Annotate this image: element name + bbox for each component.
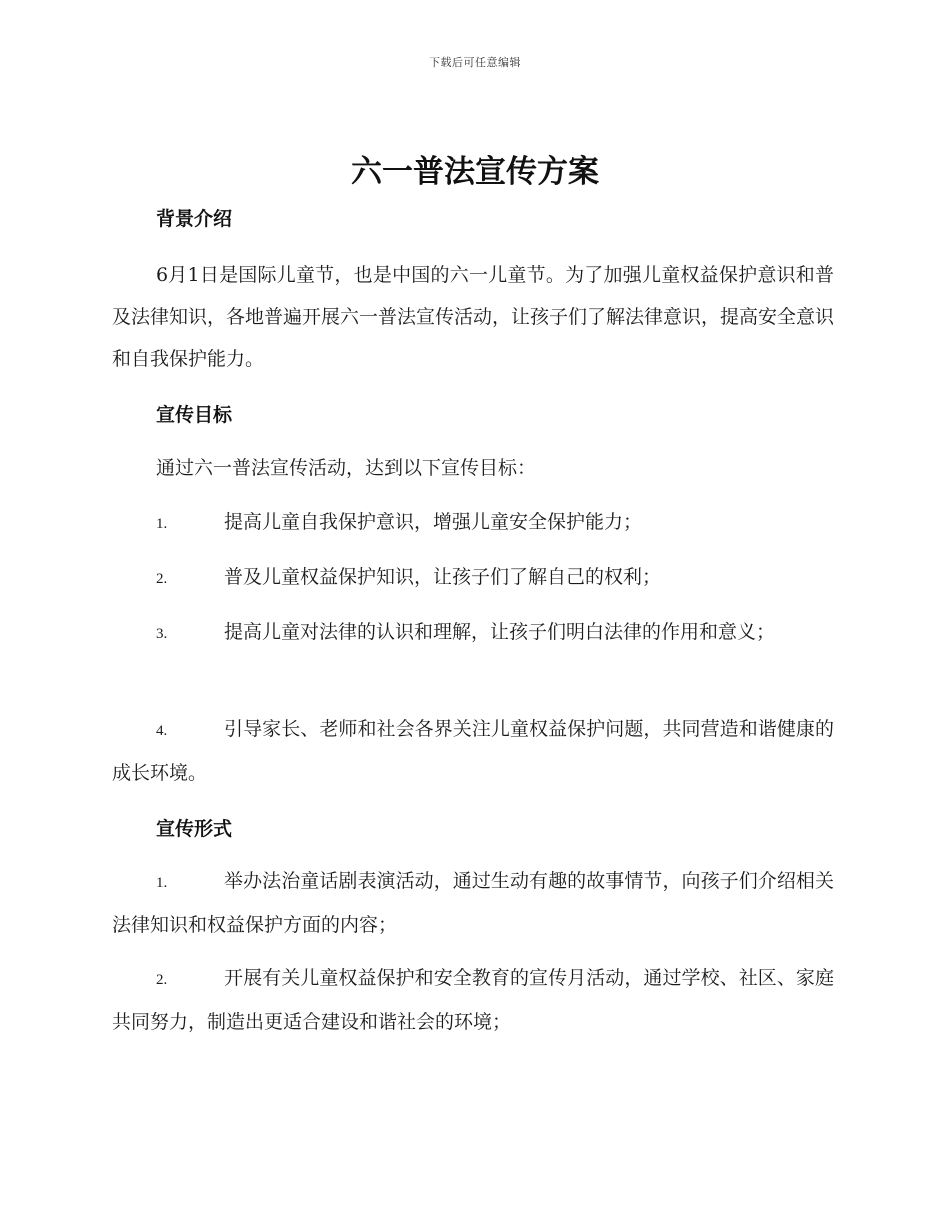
section-heading-forms: 宣传形式 [156,818,233,840]
section-heading-goals: 宣传目标 [156,404,233,426]
list-text: 开展有关儿童权益保护和安全教育的宣传月活动，通过学校、社区、家庭共同努力，制造出更适合建设和谐社会的环境； [112,967,834,1033]
list-number: 1. [156,875,168,891]
list-text: 举办法治童话剧表演活动，通过生动有趣的故事情节，向孩子们介绍相关法律知识和权益保护方面的内容； [112,870,834,936]
document-title: 六一普法宣传方案 [351,154,599,190]
goal-item-1 [112,501,834,545]
list-number: 4. [156,723,168,739]
goals-intro: 通过六一普法宣传活动，达到以下宣传目标： [156,457,537,479]
form-item-2 [112,957,834,1043]
list-number: 2. [156,571,168,587]
list-text: 普及儿童权益保护知识，让孩子们了解自己的权利； [224,566,662,588]
form-item-1 [112,860,834,946]
list-number: 3. [156,626,168,642]
list-number: 2. [156,972,168,988]
goal-item-2 [112,556,834,600]
list-text: 提高儿童自我保护意识，增强儿童安全保护能力； [224,511,643,533]
header-note: 下载后可任意编辑 [429,56,521,69]
list-text: 提高儿童对法律的认识和理解，让孩子们明白法律的作用和意义； [224,621,776,643]
goal-item-4 [112,708,834,794]
section-heading-background: 背景介绍 [156,208,233,230]
background-paragraph: 6月1日是国际儿童节，也是中国的六一儿童节。为了加强儿童权益保护意识和普及法律知识，各地普遍开展六一普法宣传活动，让孩子们了解法律意识，提高安全意识和自我保护能力。 [112,264,835,370]
list-text: 引导家长、老师和社会各界关注儿童权益保护问题，共同营造和谐健康的成长环境。 [112,718,834,784]
list-number: 1. [156,516,168,532]
goal-item-3 [112,611,834,655]
